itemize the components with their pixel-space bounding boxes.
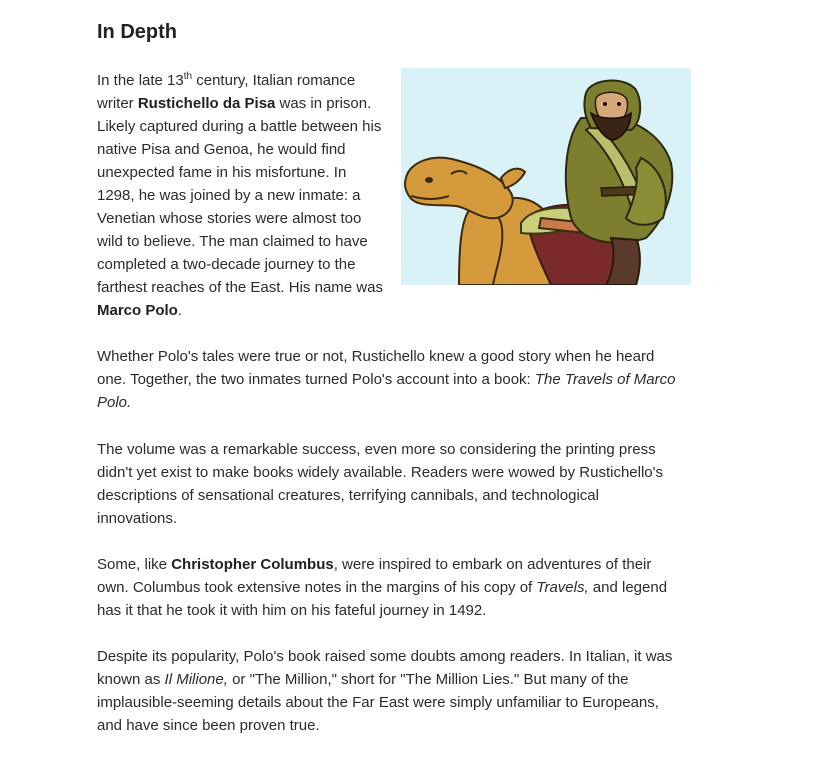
text-run: , were inspired to embark on adventures of their own. Columbus took extensive notes in the margins of his copy of <box>97 556 652 596</box>
illustration-svg <box>401 68 691 285</box>
section-heading: In Depth <box>97 21 177 43</box>
text-run: was in prison. Likely captured during a battle between his native Pisa and Genoa, he would find unexpected fame in his misfortune. In 1298, he was joined by a new inmate: a Venetian whose stories were almost too wild to believe. The man claimed to have completed a two-decade journey to the farthest reaches of the East. His name was <box>97 95 383 296</box>
text-run: Despite its popularity, Polo's book raised some doubts among readers. In Italian, it was known as <box>97 648 673 688</box>
marco-polo-camel-illustration <box>401 68 691 285</box>
paragraph-doubts <box>97 645 687 737</box>
text-run: . <box>177 302 183 319</box>
text-run: century, Italian romance writer <box>97 72 356 112</box>
paragraph-success <box>97 438 677 530</box>
paragraph-travels <box>97 345 677 414</box>
paragraph-intro <box>97 69 387 322</box>
text-run: and legend has it that he took it with him on his fateful journey in 1492. <box>97 579 668 619</box>
bold-name-columbus: Christopher Columbus <box>171 556 334 573</box>
bold-name-rustichello: Rustichello da Pisa <box>137 95 276 112</box>
italic-book-title: The Travels of Marco Polo. <box>97 371 676 411</box>
italic-book-title: Travels, <box>536 579 589 596</box>
paragraph-columbus <box>97 553 677 622</box>
text-run: The volume was a remarkable success, even more so considering the printing press didn't yet exist to make books widely available. Readers were wowed by Rustichello's descriptions of sensational creatures, terrifying cannibals, and technological innovations. <box>97 441 664 527</box>
text-run: In the late 13 <box>97 72 184 89</box>
superscript: th <box>183 71 193 82</box>
bold-name-marco-polo: Marco Polo <box>97 302 178 319</box>
text-run: or "The Million," short for "The Million Lies." But many of the implausible-seeming details about the Far East were simply unfamiliar to Europeans, and have since been proven true. <box>97 671 659 734</box>
text-run: Whether Polo's tales were true or not, Rustichello knew a good story when he heard one. Together, the two inmates turned Polo's account into a book: <box>97 348 655 388</box>
italic-title-il-milione: Il Milione, <box>164 671 228 688</box>
text-run: Some, like <box>97 556 172 573</box>
